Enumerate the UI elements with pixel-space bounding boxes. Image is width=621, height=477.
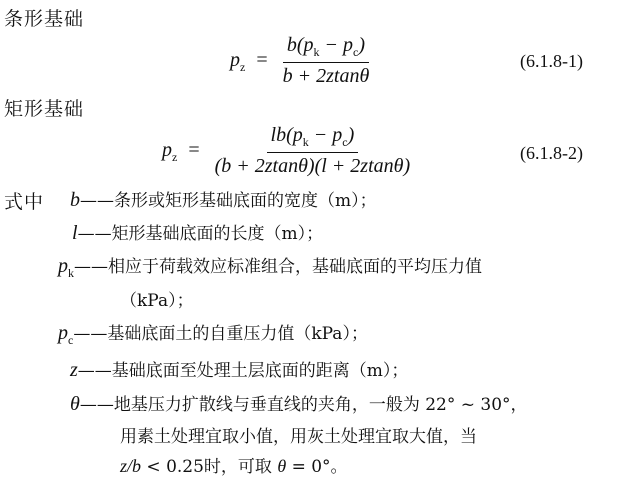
symbol-pk: $p_k$ [58,255,74,280]
symbol-theta: θ [70,393,80,415]
definition-b: b——条形或矩形基础底面的宽度（m）； [70,189,377,211]
where-label: 式中 [4,191,45,213]
definition-theta-cont: 用素土处理宜取小值，用灰土处理宜取大值，当 [120,427,477,447]
formula-rect [162,124,414,178]
definition-pc: $p_c——$基础底面土的自重压力值（kPa）； [58,322,368,347]
definition-theta-text: 地基压力扩散线与垂直线的夹角，一般为 22° ~ 30°， [113,395,528,415]
symbol-b: b [70,189,80,211]
heading-strip-foundation: 条形基础 [4,8,85,30]
definition-z: z——基础底面至处理土层底面的距离（m）； [70,359,409,381]
formula2-lhs: $p_z$ [162,138,178,164]
definition-theta-cont2: z/b < 0.25时，可取 θ = 0°。 [120,456,348,477]
ratio-zb: z/b [120,456,142,476]
definition-b-text: 条形或矩形基础底面的宽度（m）； [114,191,377,211]
formula1-denominator: b + 2ztanθ [282,65,370,87]
formula2-fraction [211,124,415,178]
definition-theta: θ——地基压力扩散线与垂直线的夹角，一般为 22° ~ 30°， [70,393,528,415]
definition-pc-text: 基础底面土的自重压力值（kPa）； [107,324,368,344]
theta-value-symbol: θ [277,456,287,476]
formula2-equals: = [188,138,200,161]
formula2-denominator: (b + 2ztanθ)(l + 2ztanθ) [214,155,411,177]
definition-l: l——矩形基础底面的长度（m）； [72,222,324,244]
formula1-number: (6.1.8-1) [520,51,583,71]
formula2-number: (6.1.8-2) [520,143,583,163]
heading-rect-foundation: 矩形基础 [4,98,85,120]
formula-strip [230,34,373,88]
formula1-equals: = [256,48,268,71]
symbol-z: z [70,359,78,381]
formula1-lhs: $p_z$ [230,48,246,74]
symbol-pc: $p_c$ [58,322,74,347]
definition-l-text: 矩形基础底面的长度（m）； [111,224,324,244]
symbol-l: l [72,222,78,244]
definition-pk: $p_k——$相应于荷载效应标准组合，基础底面的平均压力值 [58,255,482,280]
formula2-numerator: $lb(p_k - p_c)$ [267,124,359,153]
definition-z-text: 基础底面至处理土层底面的距离（m）； [111,361,409,381]
definition-pk-text: 相应于荷载效应标准组合，基础底面的平均压力值 [108,257,482,277]
definition-pk-cont: （kPa）； [120,291,194,311]
formula1-fraction [279,34,374,88]
formula1-numerator: $b(p_k - p_c)$ [283,34,369,63]
